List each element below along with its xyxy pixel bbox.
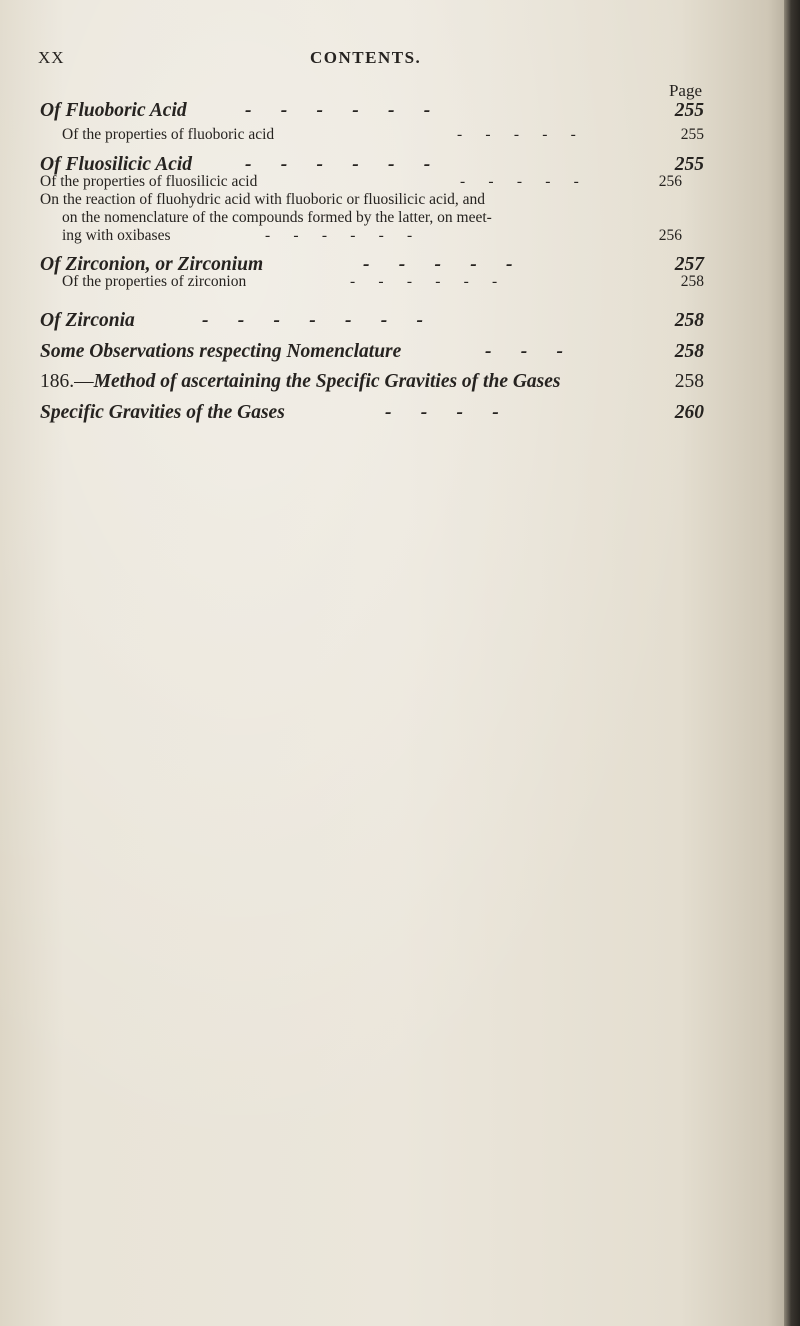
toc-entry-heading [40, 371, 561, 393]
dot-leader: - - - - - [457, 126, 576, 143]
toc-entry-line: on the nomenclature of the compounds formed by the latter, on meet- [62, 209, 492, 226]
dot-leader: - - - - - - [245, 100, 431, 121]
toc-entry-title: Method of ascertaining the Specific Gravities of the Gases [93, 371, 561, 392]
toc-entry-title: Of the properties of zirconion [62, 273, 247, 290]
toc-page-number: 255 [674, 154, 704, 175]
toc-page-number: 258 [674, 310, 704, 331]
dot-leader: - - - - - - [265, 227, 413, 244]
toc-entry-title: Specific Gravities of the Gases [40, 402, 285, 423]
dot-leader: - - - - - [460, 173, 579, 190]
book-binding-edge [784, 0, 800, 1326]
toc-entry-line: On the reaction of fluohydric acid with fluoboric or fluosilicic acid, and [40, 191, 486, 208]
toc-page-number: 256 [658, 227, 682, 244]
page-column-label: Page [668, 81, 702, 100]
toc-page-number: 255 [680, 126, 704, 143]
toc-page-number: 258 [680, 273, 704, 290]
toc-entry-title: Some Observations respecting Nomenclature [40, 341, 402, 362]
toc-entry-title: Of Fluosilicic Acid [40, 154, 193, 175]
dot-leader: - - - - [385, 402, 499, 423]
dot-leader: - - - [485, 341, 563, 362]
toc-page-number: 258 [674, 341, 704, 362]
toc-page-number: 260 [674, 402, 704, 423]
page-folio: XX [38, 48, 65, 67]
toc-entry-fluohydric-reaction [40, 191, 682, 245]
toc-entry-title: Of Zirconia [40, 310, 135, 331]
dot-leader: - - - - - [363, 254, 513, 275]
dot-leader: - - - - - - - [202, 310, 423, 331]
toc-page-number: 255 [674, 100, 704, 121]
toc-page-number: 258 [674, 371, 704, 392]
toc-entry-last-line [40, 227, 630, 245]
page-title: CONTENTS. [310, 48, 422, 67]
toc-entry-line: ing with oxibases [62, 227, 171, 244]
toc-entry-title: Of the properties of fluosilicic acid [40, 173, 258, 190]
toc-page-number: 257 [674, 254, 704, 275]
toc-page-number: 256 [658, 173, 682, 190]
dot-leader: - - - - - - [245, 154, 431, 175]
toc-entry-title: Of Fluoboric Acid [40, 100, 187, 121]
toc-entry-title: Of the properties of fluoboric acid [62, 126, 275, 143]
section-number: 186.— [40, 371, 94, 392]
running-head [38, 48, 678, 74]
dot-leader: - - - - - - [350, 273, 498, 290]
toc-entry-title: Of Zirconion, or Zirconium [40, 254, 264, 275]
